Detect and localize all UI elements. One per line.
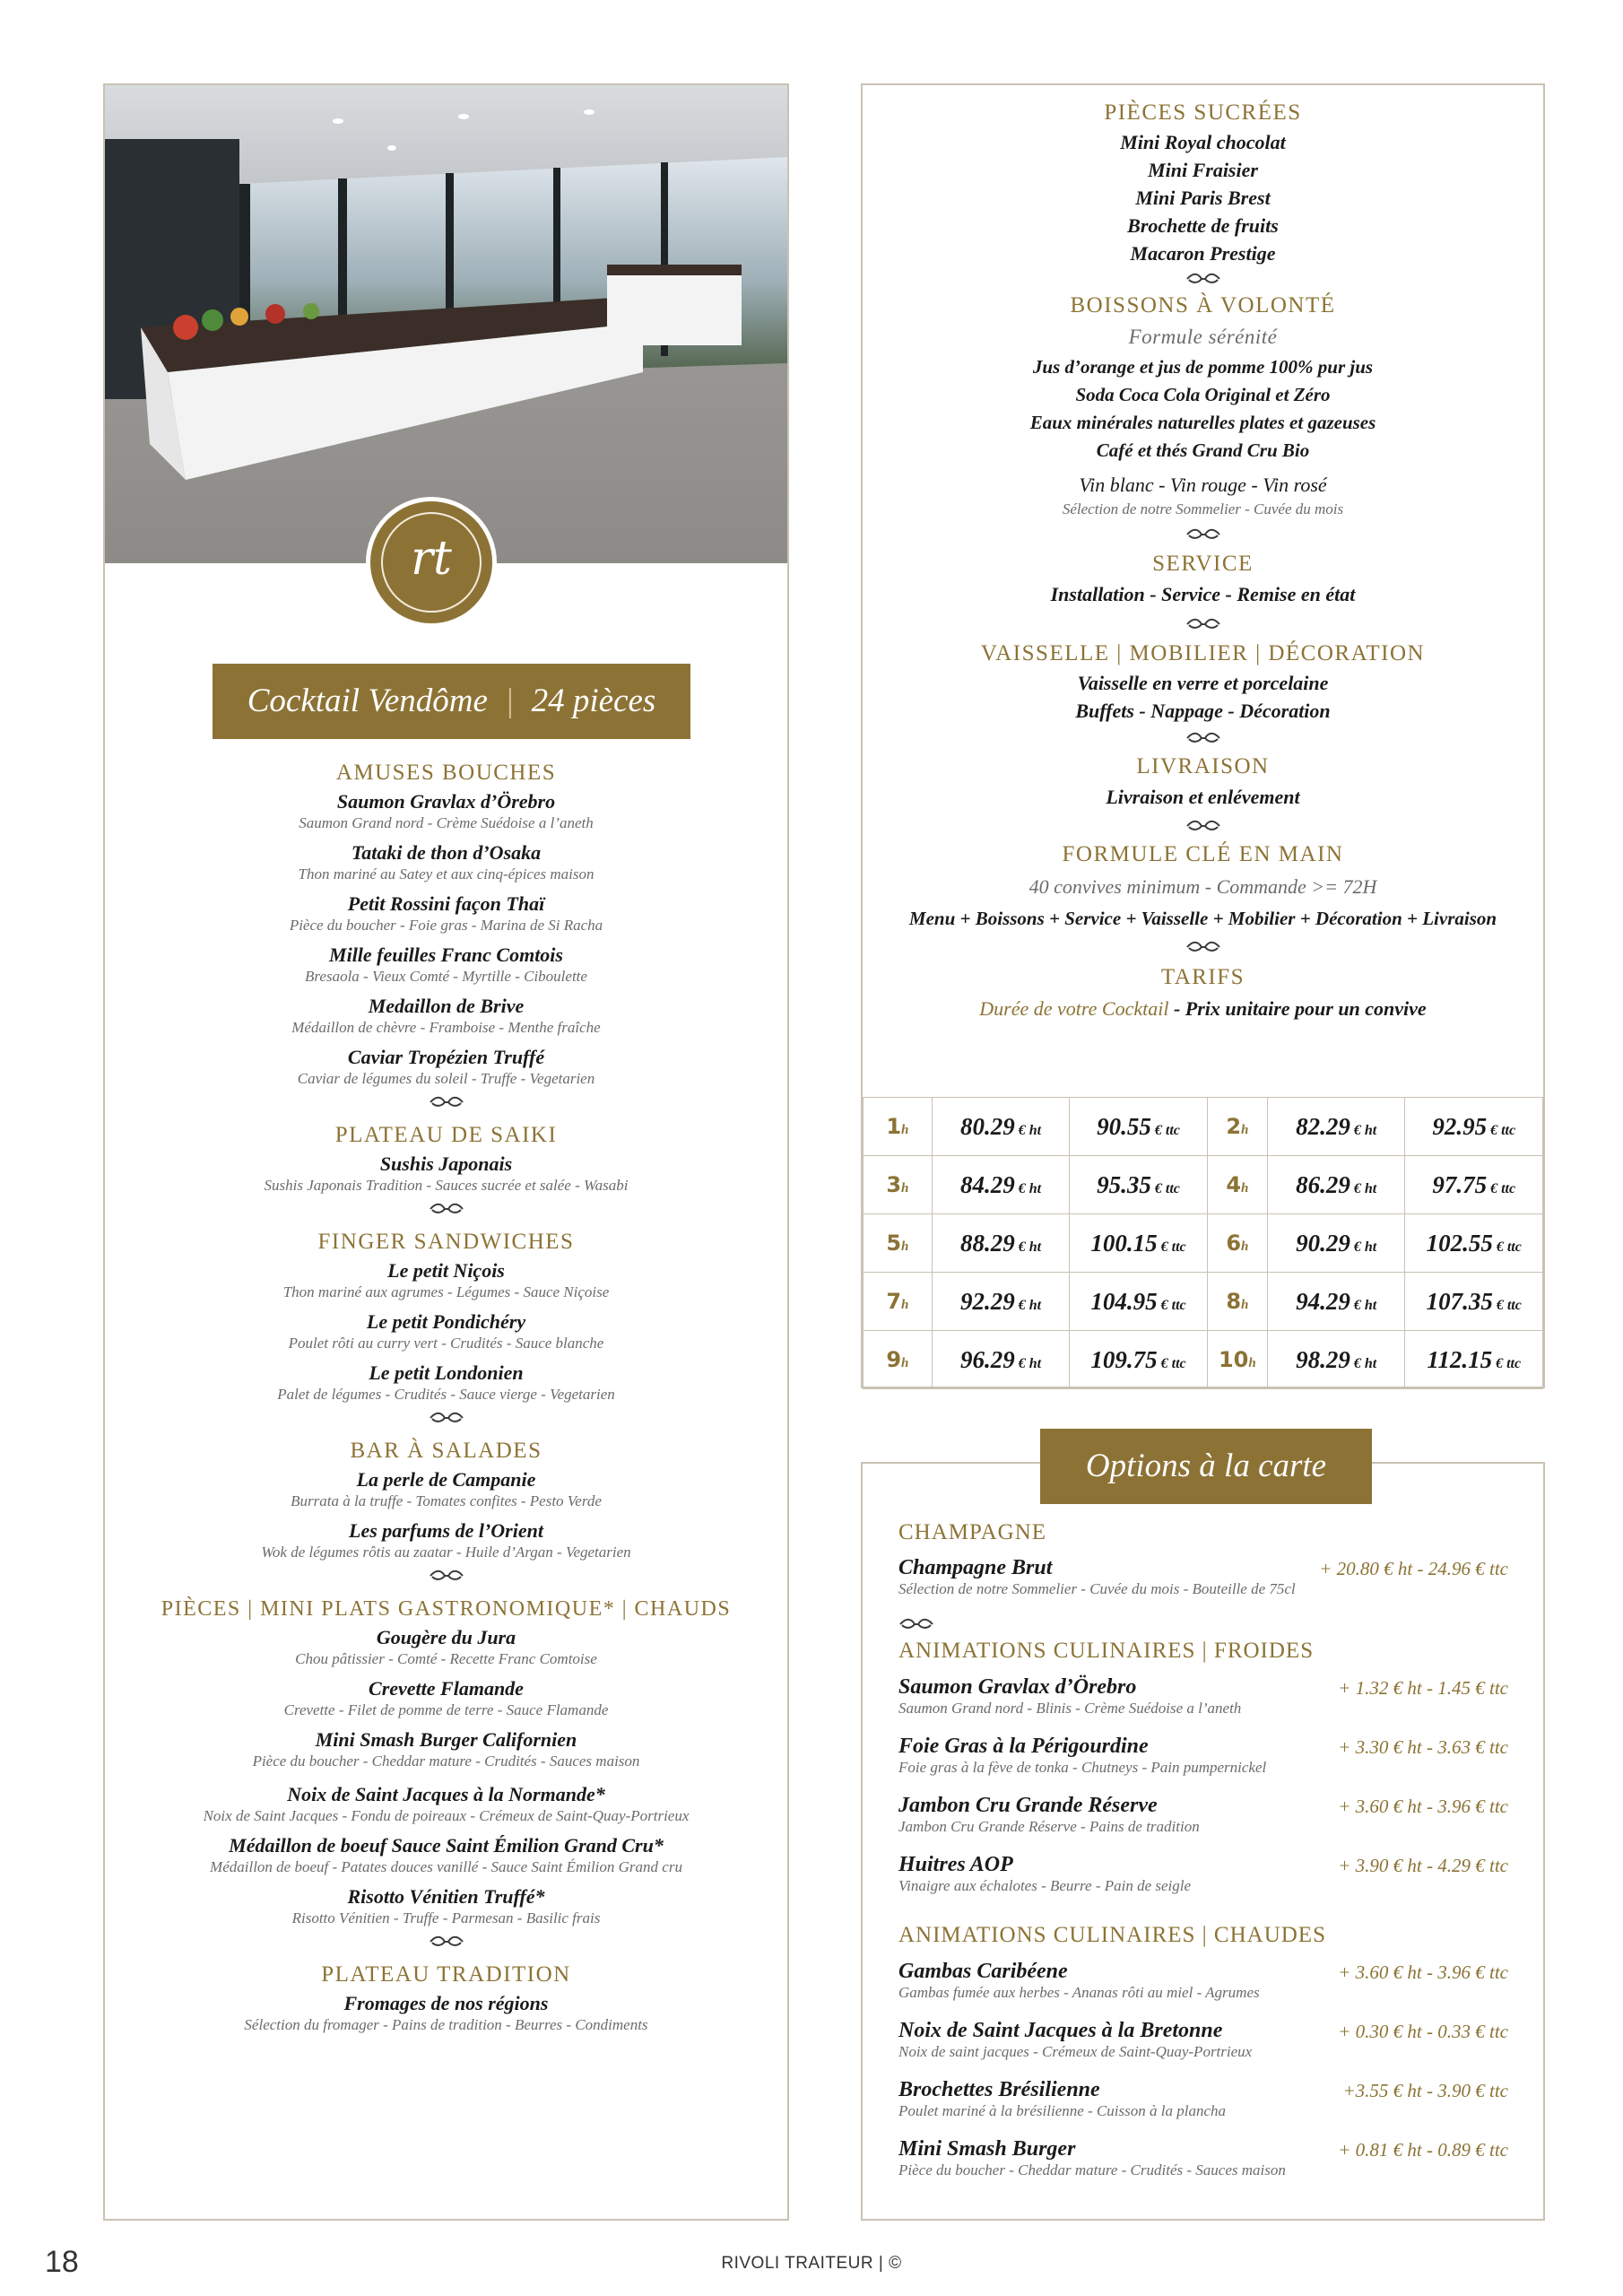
price-ht-unit: € ht	[1350, 1239, 1377, 1255]
hour-unit: h	[1241, 1239, 1249, 1254]
menu-item-name: Le petit Pondichéry	[366, 1310, 526, 1333]
menu-item-desc: Burrata à la truffe - Tomates confites - Pesto Verde	[291, 1492, 602, 1509]
option-item	[898, 2137, 1508, 2179]
menu-item-name: Sushis Japonais	[379, 1152, 513, 1175]
hour-cell	[1207, 1331, 1267, 1389]
price-ttc-cell	[1405, 1156, 1543, 1214]
tarifs-subtitle-sep: -	[1168, 997, 1185, 1020]
dessert-item: Macaron Prestige	[1130, 242, 1276, 265]
option-name: Brochettes Brésilienne	[898, 2078, 1100, 2101]
option-desc: Gambas fumée aux herbes - Ananas rôti au miel - Agrumes	[898, 1984, 1260, 2001]
option-price: +3.55 € ht - 3.90 € ttc	[1342, 2080, 1508, 2101]
menu-item-desc: Thon mariné au Satey et aux cinq-épices maison	[298, 865, 595, 883]
ornament	[863, 610, 1543, 639]
wine-desc: Sélection de notre Sommelier - Cuvée du mois	[1062, 500, 1344, 517]
cocktail-menu-panel	[103, 83, 789, 2221]
price-ttc: 95.35	[1097, 1170, 1151, 1198]
price-ttc-cell	[1405, 1273, 1543, 1331]
ornament-icon	[429, 1570, 464, 1582]
dessert-item: Mini Fraisier	[1148, 159, 1258, 181]
menu-item-name: Le petit Niçois	[387, 1259, 505, 1282]
option-desc: Noix de saint jacques - Crémeux de Saint-Quay-Portrieux	[898, 2043, 1253, 2060]
price-ht-unit: € ht	[1350, 1355, 1377, 1371]
section-title-vaisselle: VAISSELLE | MOBILIER | DÉCORATION	[980, 641, 1426, 665]
hour-unit: h	[901, 1239, 909, 1254]
ornament-icon	[1185, 820, 1221, 832]
section-title-froides: ANIMATIONS CULINAIRES | FROIDES	[898, 1639, 1315, 1663]
buffet-photo	[105, 85, 787, 563]
option-item	[898, 2019, 1508, 2061]
menu-item-name: Fromages de nos régions	[343, 1992, 549, 2014]
page-number: 18	[45, 2245, 79, 2279]
boissons-list	[863, 353, 1543, 465]
option-name: Foie Gras à la Périgourdine	[898, 1735, 1149, 1758]
price-ht: 92.29	[959, 1287, 1015, 1315]
hour-value: 9	[886, 1347, 902, 1372]
section-title-champagne: CHAMPAGNE	[898, 1520, 1047, 1544]
price-ht-cell	[932, 1214, 1070, 1273]
menu-item-desc: Thon mariné aux agrumes - Légumes - Sauce Niçoise	[282, 1283, 610, 1300]
ornament	[105, 1095, 787, 1115]
hour-unit: h	[1241, 1298, 1249, 1312]
ornament	[105, 1202, 787, 1222]
hour-value: 10	[1218, 1347, 1249, 1372]
dessert-item: Mini Paris Brest	[1135, 187, 1271, 209]
menu-item-name: Noix de Saint Jacques à la Normande*	[287, 1783, 605, 1805]
ornament	[863, 813, 1543, 839]
price-ht: 94.29	[1296, 1287, 1350, 1315]
ornament-icon	[898, 1618, 934, 1631]
ornament-icon	[1185, 528, 1221, 541]
price-ht-cell	[1267, 1214, 1405, 1273]
cocktail-title-banner	[213, 664, 690, 739]
hour-cell	[864, 1098, 933, 1156]
option-item	[898, 1853, 1508, 1895]
cocktail-piece-count: 24 pièces	[531, 683, 656, 719]
price-ttc: 104.95	[1090, 1287, 1158, 1315]
ornament	[105, 1569, 787, 1588]
ornament-icon	[1185, 941, 1221, 953]
option-price: + 20.80 € ht - 24.96 € ttc	[1319, 1558, 1508, 1579]
drink-item: Jus d’orange et jus de pomme 100% pur jus	[1032, 356, 1374, 378]
wine-line: Vin blanc - Vin rouge - Vin rosé	[1079, 474, 1327, 496]
hour-cell	[1207, 1214, 1267, 1273]
option-name: Noix de Saint Jacques à la Bretonne	[898, 2019, 1223, 2042]
drink-item: Café et thés Grand Cru Bio	[1096, 439, 1310, 461]
menu-item-desc: Médaillon de chèvre - Framboise - Menthe fraîche	[291, 1019, 601, 1036]
section-title-boissons: BOISSONS À VOLONTÉ	[1070, 293, 1336, 317]
hour-cell	[864, 1214, 933, 1273]
menu-item-name: Saumon Gravlax d’Örebro	[336, 790, 556, 813]
menu-item-desc: Médaillon de boeuf - Patates douces vanillé - Sauce Saint Émilion Grand cru	[210, 1858, 682, 1875]
section-title-formule: FORMULE CLÉ EN MAIN	[1062, 842, 1344, 866]
price-ttc: 109.75	[1090, 1345, 1158, 1373]
price-ht: 86.29	[1296, 1170, 1350, 1198]
option-item	[898, 2078, 1508, 2120]
option-desc: Sélection de notre Sommelier - Cuvée du mois - Bouteille de 75cl	[898, 1580, 1296, 1597]
price-ttc-unit: € ttc	[1150, 1180, 1180, 1196]
option-desc: Vinaigre aux échalotes - Beurre - Pain de seigle	[898, 1877, 1192, 1894]
price-ht: 90.29	[1296, 1229, 1350, 1257]
formula-panel	[861, 83, 1545, 1388]
banner-separator: |	[505, 683, 515, 719]
price-ttc-cell	[1405, 1098, 1543, 1156]
price-ttc-unit: € ttc	[1487, 1180, 1516, 1196]
price-ht-unit: € ht	[1014, 1355, 1042, 1371]
section-title-chaudes: ANIMATIONS CULINAIRES | CHAUDES	[898, 1923, 1326, 1947]
logo-text: rt	[411, 532, 452, 586]
hour-value: 4	[1226, 1172, 1242, 1197]
section-title: PLATEAU TRADITION	[321, 1962, 571, 1987]
vaisselle-item: Vaisselle en verre et porcelaine	[1077, 672, 1329, 694]
livraison-text: Livraison et enlévement	[1106, 786, 1300, 808]
option-desc: Saumon Grand nord - Blinis - Crème Suédoise a l’aneth	[898, 1700, 1242, 1717]
ornament-icon	[429, 1096, 464, 1109]
option-price: + 3.90 € ht - 4.29 € ttc	[1338, 1855, 1508, 1876]
tarifs-subtitle-price: Prix unitaire pour un convive	[1185, 997, 1427, 1020]
option-name: Gambas Caribéene	[898, 1960, 1068, 1983]
section-title: PIÈCES | MINI PLATS GASTRONOMIQUE* | CHAUDS	[161, 1597, 732, 1621]
tarifs-table	[863, 1097, 1543, 1389]
formule-text: Menu + Boissons + Service + Vaisselle + Mobilier + Décoration + Livraison	[908, 908, 1497, 929]
hour-unit: h	[901, 1181, 909, 1196]
price-ht-unit: € ht	[1350, 1122, 1377, 1138]
menu-item-desc: Wok de légumes rôtis au zaatar - Huile d’Argan - Vegetarien	[261, 1544, 631, 1561]
options-banner	[1040, 1429, 1372, 1504]
menu-item-name: Tataki de thon d’Osaka	[351, 841, 542, 864]
option-item	[898, 1675, 1508, 1718]
hour-cell	[1207, 1273, 1267, 1331]
menu-item-desc: Chou pâtissier - Comté - Recette Franc Comtoise	[295, 1650, 597, 1667]
ornament	[863, 933, 1543, 961]
price-ttc: 112.15	[1427, 1345, 1493, 1373]
price-ttc-unit: € ttc	[1492, 1297, 1522, 1313]
hour-value: 5	[886, 1231, 902, 1256]
option-item	[898, 1960, 1508, 2002]
tarifs-subtitle-duration: Durée de votre Cocktail	[979, 997, 1169, 1020]
price-ht-cell	[1267, 1098, 1405, 1156]
ornament-icon	[429, 1412, 464, 1424]
price-ht: 98.29	[1296, 1345, 1350, 1373]
option-desc: Jambon Cru Grande Réserve - Pains de tradition	[898, 1818, 1200, 1835]
price-ht: 88.29	[959, 1229, 1015, 1257]
menu-item-desc: Crevette - Filet de pomme de terre - Sauce Flamande	[283, 1701, 609, 1718]
hour-unit: h	[901, 1298, 909, 1312]
menu-item-name: Medaillon de Brive	[368, 995, 525, 1017]
tarifs-row	[864, 1214, 1543, 1273]
boissons-subtitle: Formule sérénité	[1128, 326, 1278, 348]
menu-item-name: La perle de Campanie	[356, 1468, 536, 1491]
tarifs-row	[864, 1273, 1543, 1331]
options-panel	[861, 1462, 1545, 2221]
options-banner-title: Options à la carte	[1085, 1448, 1327, 1484]
ornament-icon	[1185, 618, 1221, 631]
service-text: Installation - Service - Remise en état	[1050, 583, 1356, 605]
menu-item-desc: Sushis Japonais Tradition - Sauces sucrée et salée - Wasabi	[264, 1177, 629, 1194]
hour-value: 7	[886, 1289, 902, 1314]
logo-medallion	[366, 497, 497, 628]
menu-item-desc: Poulet rôti au curry vert - Crudités - Sauce blanche	[288, 1335, 604, 1352]
section-title: AMUSES BOUCHES	[335, 761, 557, 785]
price-ht-cell	[932, 1331, 1070, 1389]
price-ttc-cell	[1405, 1331, 1543, 1389]
dessert-item: Brochette de fruits	[1127, 214, 1279, 237]
menu-item-name: Crevette Flamande	[369, 1677, 524, 1700]
option-price: + 0.30 € ht - 0.33 € ttc	[1338, 2021, 1508, 2042]
price-ht: 96.29	[959, 1345, 1015, 1373]
ornament	[863, 520, 1543, 549]
formule-subtitle: 40 convives minimum - Commande >= 72H	[1028, 875, 1377, 898]
price-ttc: 100.15	[1090, 1229, 1158, 1257]
menu-item-name: Mille feuilles Franc Comtois	[329, 944, 563, 966]
menu-item-name: Médaillon de boeuf Sauce Saint Émilion Grand Cru*	[229, 1834, 664, 1857]
menu-item-desc: Risotto Vénitien - Truffe - Parmesan - Basilic frais	[291, 1909, 601, 1926]
ornament-icon	[1185, 732, 1221, 744]
price-ht: 82.29	[1296, 1112, 1350, 1140]
price-ttc-cell	[1405, 1214, 1543, 1273]
price-ttc-unit: € ttc	[1492, 1355, 1522, 1371]
price-ttc: 107.35	[1426, 1287, 1493, 1315]
hour-unit: h	[1241, 1123, 1249, 1137]
price-ht: 80.29	[959, 1112, 1015, 1140]
price-ht-cell	[932, 1156, 1070, 1214]
option-price: + 1.32 € ht - 1.45 € ttc	[1338, 1677, 1508, 1699]
hour-cell	[864, 1273, 933, 1331]
tarifs-row	[864, 1331, 1543, 1389]
hour-value: 8	[1226, 1289, 1242, 1314]
option-price: + 3.60 € ht - 3.96 € ttc	[1338, 1796, 1508, 1817]
section-title-livraison: LIVRAISON	[1136, 754, 1270, 778]
option-desc: Foie gras à la fève de tonka - Chutneys - Pain pumpernickel	[898, 1759, 1267, 1776]
hour-value: 3	[886, 1172, 902, 1197]
ornament-icon	[429, 1935, 464, 1948]
vaisselle-item: Buffets - Nappage - Décoration	[1075, 700, 1331, 722]
option-desc: Pièce du boucher - Cheddar mature - Crudités - Sauces maison	[898, 2161, 1286, 2179]
price-ttc: 102.55	[1426, 1229, 1493, 1257]
price-ttc-unit: € ttc	[1487, 1122, 1516, 1138]
section-title-tarifs: TARIFS	[1160, 965, 1245, 989]
hour-cell	[1207, 1098, 1267, 1156]
menu-item-desc: Bresaola - Vieux Comté - Myrtille - Ciboulette	[305, 968, 587, 985]
menu-item-desc: Sélection du fromager - Pains de tradition - Beurres - Condiments	[244, 2016, 648, 2033]
menu-item-name: Caviar Tropézien Truffé	[347, 1046, 545, 1068]
price-ttc: 90.55	[1097, 1112, 1151, 1140]
menu-item-name: Le petit Londonien	[369, 1361, 524, 1384]
hour-cell	[864, 1156, 933, 1214]
section-title: FINGER SANDWICHES	[317, 1230, 575, 1254]
menu-item-name: Les parfums de l’Orient	[349, 1519, 543, 1542]
ornament	[898, 1618, 934, 1635]
footer-brand: RIVOLI TRAITEUR | ©	[721, 2254, 902, 2273]
ornament	[863, 725, 1543, 752]
menu-item-desc: Pièce du boucher - Cheddar mature - Crudités - Sauces maison	[252, 1752, 640, 1770]
pieces-sucrees-list	[863, 128, 1543, 267]
hour-unit: h	[1248, 1356, 1256, 1370]
menu-item-name: Risotto Vénitien Truffé*	[347, 1885, 545, 1908]
option-name: Jambon Cru Grande Réserve	[898, 1794, 1158, 1817]
option-name: Mini Smash Burger	[898, 2137, 1076, 2161]
option-item	[898, 1794, 1508, 1836]
price-ht-unit: € ht	[1350, 1297, 1377, 1313]
option-champagne	[898, 1556, 1508, 1598]
hour-unit: h	[901, 1123, 909, 1137]
menu-item-desc: Pièce du boucher - Foie gras - Marina de Si Racha	[289, 917, 603, 934]
cocktail-name: Cocktail Vendôme	[247, 683, 488, 719]
hour-value: 6	[1226, 1231, 1242, 1256]
section-title-pieces-sucrees: PIÈCES SUCRÉES	[1104, 100, 1302, 125]
price-ht-unit: € ht	[1014, 1239, 1042, 1255]
ornament-icon	[1185, 273, 1221, 285]
menu-item-desc: Palet de légumes - Crudités - Sauce vierge - Vegetarien	[277, 1386, 615, 1403]
menu-item-name: Mini Smash Burger Californien	[315, 1728, 577, 1751]
price-ttc: 97.75	[1432, 1170, 1488, 1198]
ornament	[105, 1935, 787, 1954]
price-ht-unit: € ht	[1014, 1180, 1042, 1196]
hour-cell	[1207, 1156, 1267, 1214]
option-name: Champagne Brut	[898, 1556, 1053, 1579]
price-ttc: 92.95	[1432, 1112, 1488, 1140]
option-desc: Poulet mariné à la brésilienne - Cuisson à la plancha	[898, 2102, 1226, 2119]
menu-item-name: Gougère du Jura	[376, 1626, 516, 1648]
price-ht-unit: € ht	[1350, 1180, 1377, 1196]
drink-item: Soda Coca Cola Original et Zéro	[1075, 384, 1331, 405]
tarifs-row	[864, 1098, 1543, 1156]
section-title: PLATEAU DE SAIKI	[334, 1123, 558, 1147]
menu-item-desc: Caviar de légumes du soleil - Truffe - Vegetarien	[297, 1070, 595, 1087]
price-ht-cell	[1267, 1331, 1405, 1389]
price-ttc-cell	[1070, 1098, 1208, 1156]
hour-unit: h	[1241, 1181, 1249, 1196]
option-name: Saumon Gravlax d’Örebro	[898, 1675, 1137, 1699]
tarifs-row	[864, 1156, 1543, 1214]
price-ht-cell	[932, 1273, 1070, 1331]
option-name: Huitres AOP	[898, 1853, 1013, 1876]
hour-unit: h	[901, 1356, 909, 1370]
option-item	[898, 1735, 1508, 1777]
dessert-item: Mini Royal chocolat	[1120, 131, 1286, 153]
price-ht-cell	[1267, 1273, 1405, 1331]
option-price: + 3.30 € ht - 3.63 € ttc	[1338, 1736, 1508, 1758]
price-ttc-unit: € ttc	[1157, 1239, 1186, 1255]
price-ttc-unit: € ttc	[1150, 1122, 1180, 1138]
section-title-service: SERVICE	[1152, 552, 1254, 576]
price-ht-unit: € ht	[1014, 1122, 1042, 1138]
menu-item-desc: Saumon Grand nord - Crème Suédoise a l’aneth	[299, 814, 594, 831]
option-price: + 3.60 € ht - 3.96 € ttc	[1338, 1961, 1508, 1983]
price-ttc-unit: € ttc	[1157, 1297, 1186, 1313]
price-ttc-cell	[1070, 1331, 1208, 1389]
hour-cell	[864, 1331, 933, 1389]
vaisselle-list	[863, 669, 1543, 725]
ornament	[105, 1411, 787, 1431]
option-price: + 0.81 € ht - 0.89 € ttc	[1338, 2139, 1508, 2161]
ornament-icon	[429, 1203, 464, 1215]
price-ht: 84.29	[959, 1170, 1015, 1198]
price-ttc-cell	[1070, 1156, 1208, 1214]
tarifs-subtitle	[863, 994, 1543, 1024]
hour-value: 2	[1226, 1114, 1242, 1139]
price-ttc-unit: € ttc	[1492, 1239, 1522, 1255]
price-ht-cell	[932, 1098, 1070, 1156]
price-ttc-cell	[1070, 1273, 1208, 1331]
section-title: BAR À SALADES	[350, 1439, 542, 1463]
hour-value: 1	[886, 1114, 902, 1139]
price-ttc-cell	[1070, 1214, 1208, 1273]
price-ttc-unit: € ttc	[1157, 1355, 1186, 1371]
menu-item-desc: Noix de Saint Jacques - Fondu de poireaux - Crémeux de Saint-Quay-Portrieux	[203, 1807, 690, 1824]
price-ht-cell	[1267, 1156, 1405, 1214]
cocktail-menu-list	[105, 758, 787, 2041]
ornament	[863, 267, 1543, 291]
drink-item: Eaux minérales naturelles plates et gazeuses	[1029, 412, 1376, 433]
price-ht-unit: € ht	[1014, 1297, 1042, 1313]
menu-item-name: Petit Rossini façon Thaï	[347, 892, 545, 915]
